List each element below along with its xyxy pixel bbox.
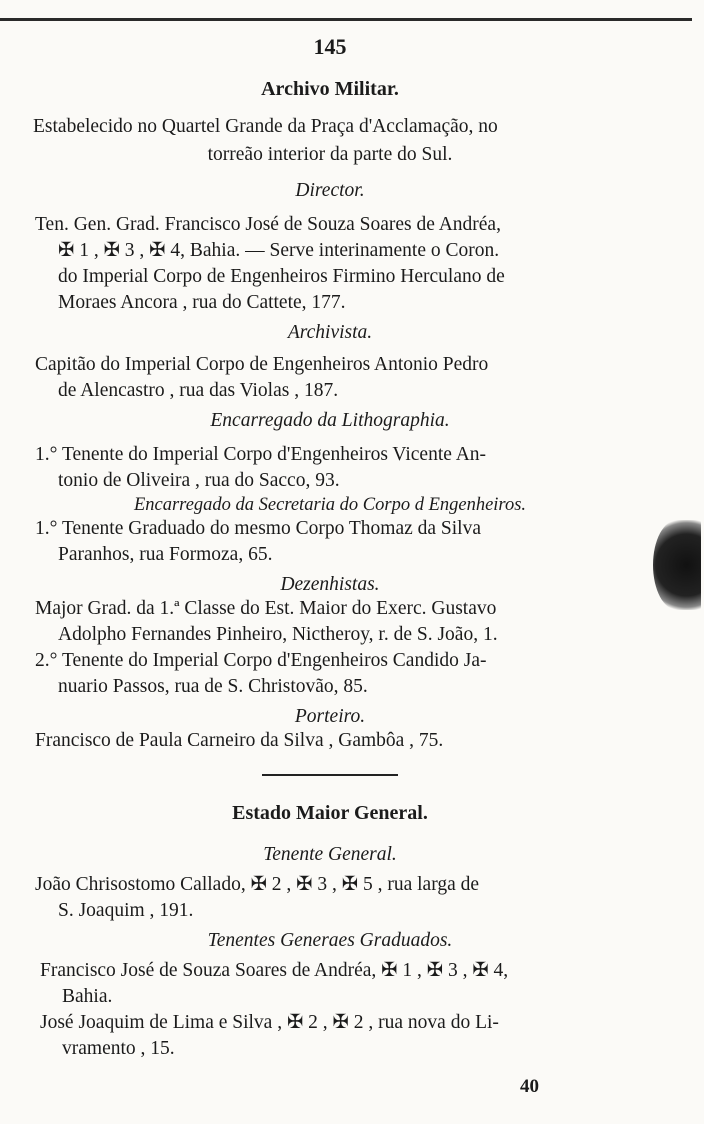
- entry-line: Francisco José de Souza Soares de Andréa, ✠ 1 , ✠ 3 , ✠ 4,: [40, 960, 509, 981]
- entry-line: Major Grad. da 1.ª Classe do Est. Maior do Exerc. Gustavo: [35, 598, 497, 619]
- intro-line: Estabelecido no Quartel Grande da Praça d'Acclamação, no: [33, 116, 498, 137]
- entry-line: vramento , 15.: [62, 1038, 175, 1059]
- section-divider: [262, 774, 398, 776]
- entry-line: 2.° Tenente do Imperial Corpo d'Engenheiros Candido Ja-: [35, 650, 487, 671]
- section-title-archivo-militar: Archivo Militar.: [261, 78, 399, 100]
- entry-line: Moraes Ancora , rua do Cattete, 177.: [58, 292, 346, 313]
- role-title-tenentes-generaes: Tenentes Generaes Graduados.: [207, 930, 453, 951]
- entry-line: tonio de Oliveira , rua do Sacco, 93.: [58, 470, 340, 491]
- role-title-tenente-general: Tenente General.: [263, 844, 397, 865]
- role-title-lithographia: Encarregado da Lithographia.: [210, 410, 450, 431]
- entry-line: do Imperial Corpo de Engenheiros Firmino Herculano de: [58, 266, 505, 287]
- role-title-director: Director.: [295, 180, 365, 201]
- entry-line: José Joaquim de Lima e Silva , ✠ 2 , ✠ 2 , rua nova do Li-: [40, 1012, 499, 1033]
- entry-line: Adolpho Fernandes Pinheiro, Nictheroy, r. de S. João, 1.: [58, 624, 498, 645]
- entry-line: 1.° Tenente do Imperial Corpo d'Engenheiros Vicente An-: [35, 444, 487, 465]
- role-title-archivista: Archivista.: [287, 322, 373, 343]
- entry-line: 1.° Tenente Graduado do mesmo Corpo Thomaz da Silva: [35, 518, 481, 539]
- intro-line: torreão interior da parte do Sul.: [207, 144, 453, 165]
- page-number: 145: [313, 34, 347, 59]
- entry-line: S. Joaquim , 191.: [58, 900, 194, 921]
- entry-line: Bahia.: [62, 986, 113, 1007]
- entry-line: Francisco de Paula Carneiro da Silva , Gambôa , 75.: [35, 730, 444, 751]
- top-rule: [0, 18, 692, 21]
- footer-number: 40: [520, 1076, 539, 1097]
- role-title-secretaria: Encarregado da Secretaria do Corpo d Engenheiros.: [133, 495, 527, 515]
- entry-line: Ten. Gen. Grad. Francisco José de Souza Soares de Andréa,: [35, 214, 501, 235]
- ink-stain: [653, 520, 701, 610]
- entry-line: João Chrisostomo Callado, ✠ 2 , ✠ 3 , ✠ 5 , rua larga de: [35, 874, 480, 895]
- section-title-estado-maior: Estado Maior General.: [232, 802, 428, 824]
- entry-line: nuario Passos, rua de S. Christovão, 85.: [58, 676, 368, 697]
- entry-line: Capitão do Imperial Corpo de Engenheiros Antonio Pedro: [35, 354, 489, 375]
- role-title-dezenhistas: Dezenhistas.: [280, 574, 380, 595]
- role-title-porteiro: Porteiro.: [294, 706, 366, 727]
- entry-line: de Alencastro , rua das Violas , 187.: [58, 380, 339, 401]
- entry-line: Paranhos, rua Formoza, 65.: [58, 544, 273, 565]
- entry-line: ✠ 1 , ✠ 3 , ✠ 4, Bahia. — Serve interinamente o Coron.: [58, 240, 500, 261]
